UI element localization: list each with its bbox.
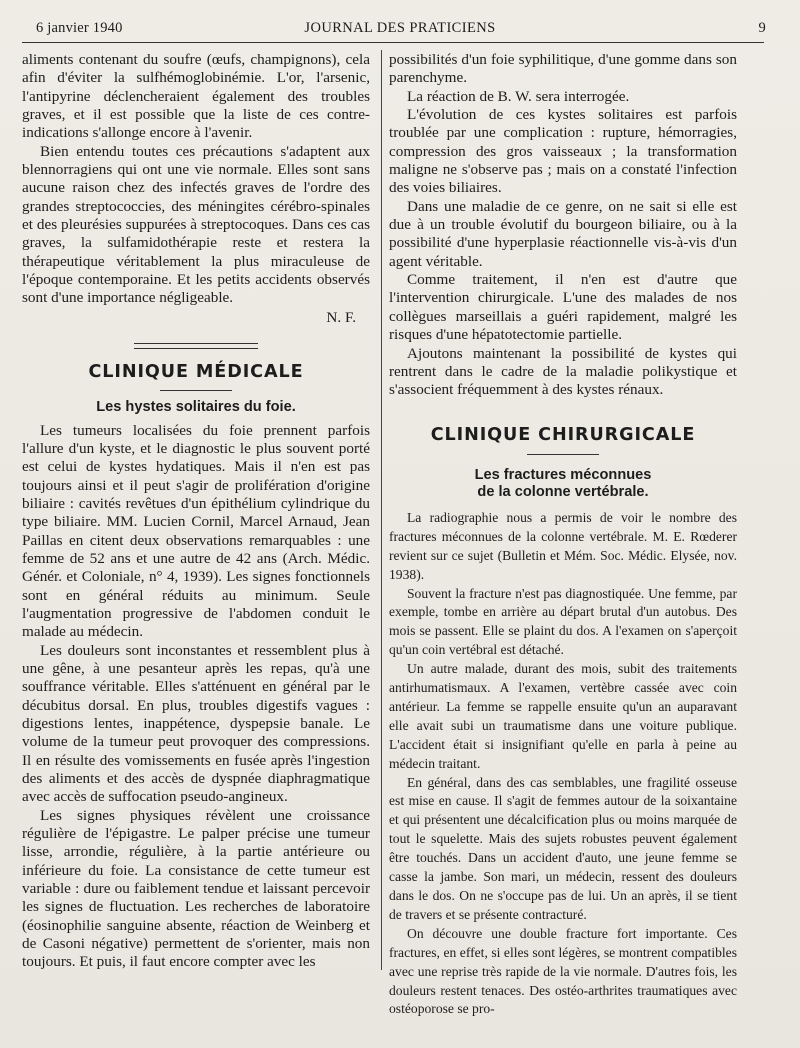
continued-paragraph-2: La réaction de B. W. sera interrogée. [407, 87, 630, 105]
article-paragraph-1: La radiographie nous a permis de voir le nombre des fractures méconnues de la colonne vertébrale. M. E. Rœderer revient sur ce sujet (Bulletin et Mém. Soc. Médic. Elysée, nov. 1938). [389, 509, 737, 582]
page-number: 9 [758, 20, 766, 36]
article-paragraph-1: Les tumeurs localisées du foie prennent parfois l'allure d'un kyste, et le diagnostic le plus souvent porté est celui de kystes hydatiques. Mais il n'en est pas toujours ainsi et il peut s'agir de prolifération d'origine biliaire : cavités revêtues d'un épithélium cylindrique du type biliaire. MM. Lucien Cornil, Marcel Arnaud, Jean Paillas en citent deux observations remarquables : une femme de 52 ans et une autre de 42 ans (Arch. Médic. Génér. et Coloniale, n° 4, 1939). Les signes fonctionnels sont en général réduits au minimum. Seule l'augmentation progressive de l'abdomen conduit le malade au médecin. [22, 421, 370, 641]
column-divider [381, 50, 382, 970]
header-rule [22, 42, 764, 43]
continued-paragraph-1: possibilités d'un foie syphilitique, d'une gomme dans son parenchyme. [389, 51, 737, 87]
author-signature: N. F. [326, 308, 356, 326]
article-title-fractures-line2: de la colonne vertébrale. [477, 483, 649, 500]
section-title-chirurgicale: CLINIQUE CHIRURGICALE [430, 424, 696, 445]
intro-paragraph-2: Bien entendu toutes ces précautions s'adaptent aux blennorragiens qui ont une vie normale. Elles sont sans aucune raison chez des infectés graves de l'ordre des grandes streptococcies, des méningites cérébro-spinales et des pleurésies suppurées à streptocoques. Dans ces cas graves, la sulfamidothérapie reste et restera la thérapeutique véritablement la plus miraculeuse de l'époque contemporaine. Et les petits accidents observés sont d'une importance négligeable. [22, 142, 370, 307]
intro-paragraph-1: aliments contenant du soufre (œufs, champignons), cela afin d'éviter la sulfhémoglobinémie. L'or, l'arsenic, l'antipyrine déclencheraient également des troubles graves, et il est possible que la liste de ces contre-indications s'allonge encore à l'avenir. [22, 51, 370, 142]
article-paragraph-4: En général, dans des cas semblables, une fragilité osseuse est mise en cause. Il s'agit de femmes autour de la soixantaine et qui présentent une décalcification plus ou moins marquée de tout le squelette. Mais des sujets robustes peuvent également être touchés. Dans un accident d'auto, une jeune femme se casse la jambe. Son mari, un médecin, ressent des douleurs dans le dos. On ne s'occupe pas de lui. Un an après, il se tient de travers et se présente contracturé. [389, 774, 737, 922]
issue-date: 6 janvier 1940 [36, 20, 123, 36]
continued-paragraph-4: Dans une maladie de ce genre, on ne sait si elle est due à un trouble évolutif du bourgeon biliaire, ou à la possibilité d'une hyperplasie réactionnelle vis-à-vis d'un agent véritable. [389, 197, 737, 270]
continued-paragraph-3: L'évolution de ces kystes solitaires est parfois troublée par une complication : rupture, hémorragies, compression des gros vaisseaux ; la transformation maligne ne s'observe pas ; mais on a constaté l'infection des voies biliaires. [389, 106, 737, 197]
journal-name: JOURNAL DES PRATICIENS [304, 20, 496, 36]
article-paragraph-5: On découvre une double fracture fort importante. Ces fractures, en effet, si elles sont légères, se montrent compatibles avec une reprise très rapide de la vie normale. D'autres fois, les douleurs restent tenaces. Des ostéo-arthrites traumatiques avec ostéoporose se pro- [389, 925, 737, 1017]
article-paragraph-2: Souvent la fracture n'est pas diagnostiquée. Une femme, par exemple, tombe en arrière au départ brutal d'un autobus. Des mois se passent. Elle se plaint du dos. A l'examen on s'aperçoit qu'un coin vertébral est détaché. [389, 585, 737, 658]
continued-paragraph-6: Ajoutons maintenant la possibilité de kystes qui rentrent dans le cadre de la maladie polikystique et s'associent fréquemment à des kystes rénaux. [389, 344, 737, 399]
article-paragraph-2: Les douleurs sont inconstantes et ressemblent plus à une gêne, à une pesanteur après les repas, qu'à une souffrance véritable. Elles s'atténuent en général par le décubitus dorsal. En plus, troubles digestifs vagues : digestions lentes, inappétence, dyspepsie banale. Le volume de la tumeur peut provoquer des compressions. Il en résulte des vomissements en fusée après l'ingestion des aliments et des accès de dyspnée diaphragmatique avec accès de suffocation pseudo-angineux. [22, 641, 370, 806]
article-paragraph-3: Les signes physiques révèlent une croissance régulière de l'épigastre. Le palper précise une tumeur lisse, arrondie, régulière, à la partie antérieure ou inférieure du foie. La consistance de cette tumeur est variable : dure ou faiblement tendue et laissant percevoir les signes de fluctuation. Les recherches de laboratoire (éosinophilie sanguine absente, réaction de Weinberg et de Casoni négative) permettent de s'orienter, mais non toujours. Et puis, il faut encore compter avec les [22, 806, 370, 971]
running-head [22, 20, 778, 44]
right-column [389, 51, 737, 1019]
article-title-kystes: Les hystes solitaires du foie. [96, 398, 296, 415]
left-column [22, 51, 370, 972]
article-title-fractures-line1: Les fractures méconnues [474, 466, 652, 483]
article-paragraph-3: Un autre malade, durant des mois, subit des traitements antirhumatismaux. A l'examen, vertèbre cassée avec coin antérieur. La femme se rappelle ensuite qu'un an auparavant elle avait subi un traumatisme dans une voiture publique. L'accident était si insignifiant qu'elle en parla à peine au médecin traitant. [389, 661, 737, 771]
continued-paragraph-5: Comme traitement, il n'en est d'autre que l'intervention chirurgicale. L'une des malades de nos collègues marseillais a guéri rapidement, malgré les risques d'une hépatotectomie partielle. [389, 271, 737, 344]
section-title-medicale: CLINIQUE MÉDICALE [88, 362, 304, 383]
